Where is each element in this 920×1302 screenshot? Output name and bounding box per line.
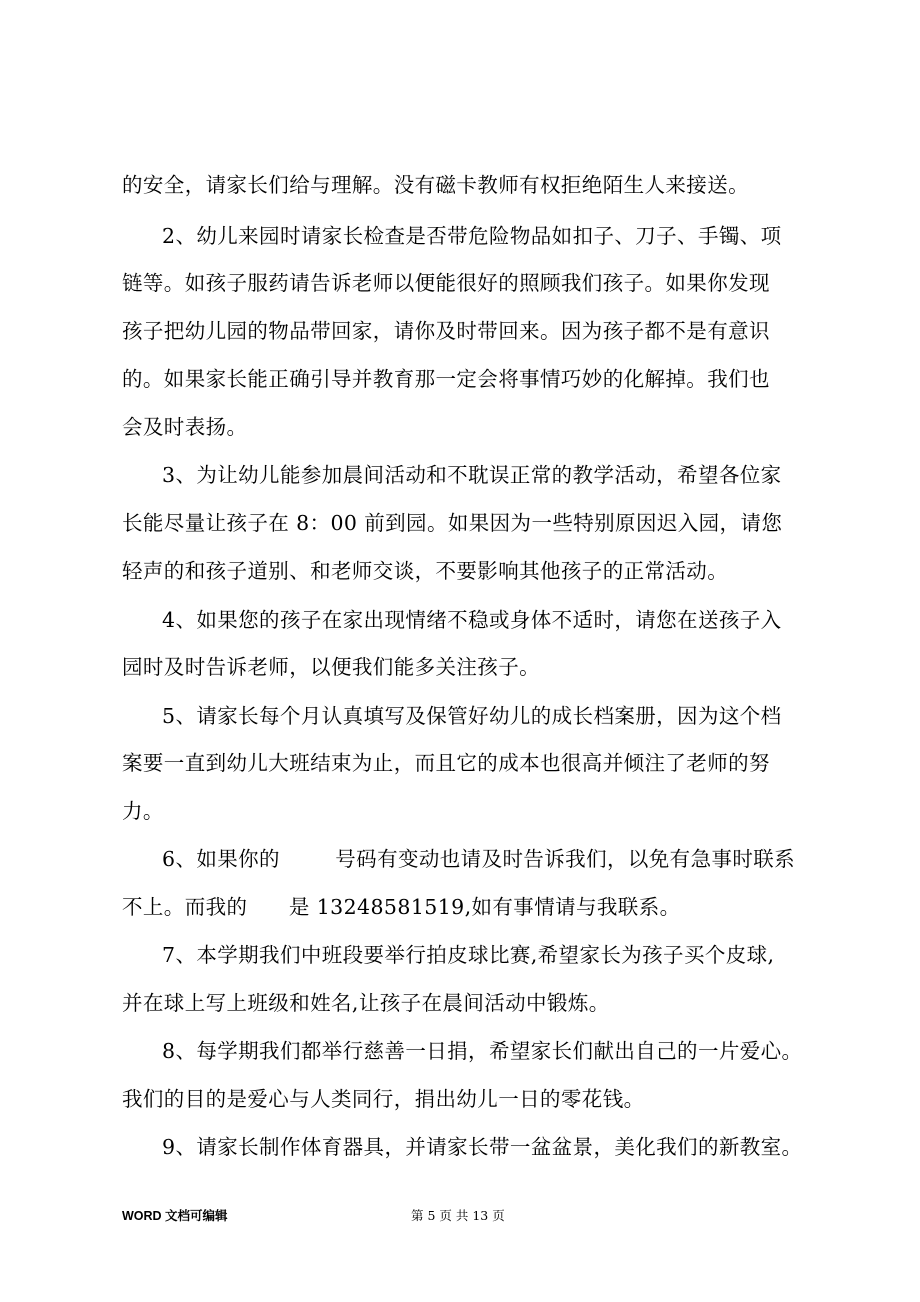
text-line: 孩子把幼儿园的物品带回家，请你及时带回来。因为孩子都不是有意识	[122, 319, 770, 343]
paragraph-9-start: 9、请家长制作体育器具，并请家长带一盆盆景，美化我们的新教室。	[162, 1135, 803, 1159]
text-line: 会及时表扬。	[122, 415, 248, 439]
text-line: 不上。而我的 是 13248581519,如有事情请与我联系。	[122, 895, 681, 919]
paragraph-7-start: 7、本学期我们中班段要举行拍皮球比赛,希望家长为孩子买个皮球,	[162, 943, 775, 967]
paragraph-8-start: 8、每学期我们都举行慈善一日捐，希望家长们献出自己的一片爱心。	[162, 1039, 803, 1063]
text-line: 长能尽量让孩子在 8：00 前到园。如果因为一些特别原因迟入园，请您	[122, 511, 783, 535]
paragraph-2-start: 2、幼儿来园时请家长检查是否带危险物品如扣子、刀子、手镯、项	[162, 224, 782, 248]
text-line: 园时及时告诉老师，以便我们能多关注孩子。	[122, 655, 540, 679]
text-line: 并在球上写上班级和姓名,让孩子在晨间活动中锻炼。	[122, 991, 610, 1015]
text-line: 我们的目的是爱心与人类同行，捐出幼儿一日的零花钱。	[122, 1087, 645, 1111]
text-line: 案要一直到幼儿大班结束为止，而且它的成本也很高并倾注了老师的努	[122, 751, 770, 775]
paragraph-6-start: 6、如果你的 号码有变动也请及时告诉我们，以免有急事时联系	[162, 847, 796, 871]
text-line: 的。如果家长能正确引导并教育那一定会将事情巧妙的化解掉。我们也	[122, 367, 770, 391]
text-line: 力。	[122, 799, 164, 823]
paragraph-5-start: 5、请家长每个月认真填写及保管好幼儿的成长档案册，因为这个档	[162, 704, 782, 728]
text-line: 链等。如孩子服药请告诉老师以便能很好的照顾我们孩子。如果你发现	[122, 271, 770, 295]
page-number: 第 5 页 共 13 页	[411, 1208, 505, 1223]
text-line: 轻声的和孩子道别、和老师交谈，不要影响其他孩子的正常活动。	[122, 559, 729, 583]
footer-label: WORD 文档可编辑	[122, 1209, 228, 1223]
paragraph-3-start: 3、为让幼儿能参加晨间活动和不耽误正常的教学活动，希望各位家	[162, 463, 782, 487]
paragraph-4-start: 4、如果您的孩子在家出现情绪不稳或身体不适时，请您在送孩子入	[162, 608, 782, 632]
text-line: 的安全，请家长们给与理解。没有磁卡教师有权拒绝陌生人来接送。	[122, 173, 749, 197]
